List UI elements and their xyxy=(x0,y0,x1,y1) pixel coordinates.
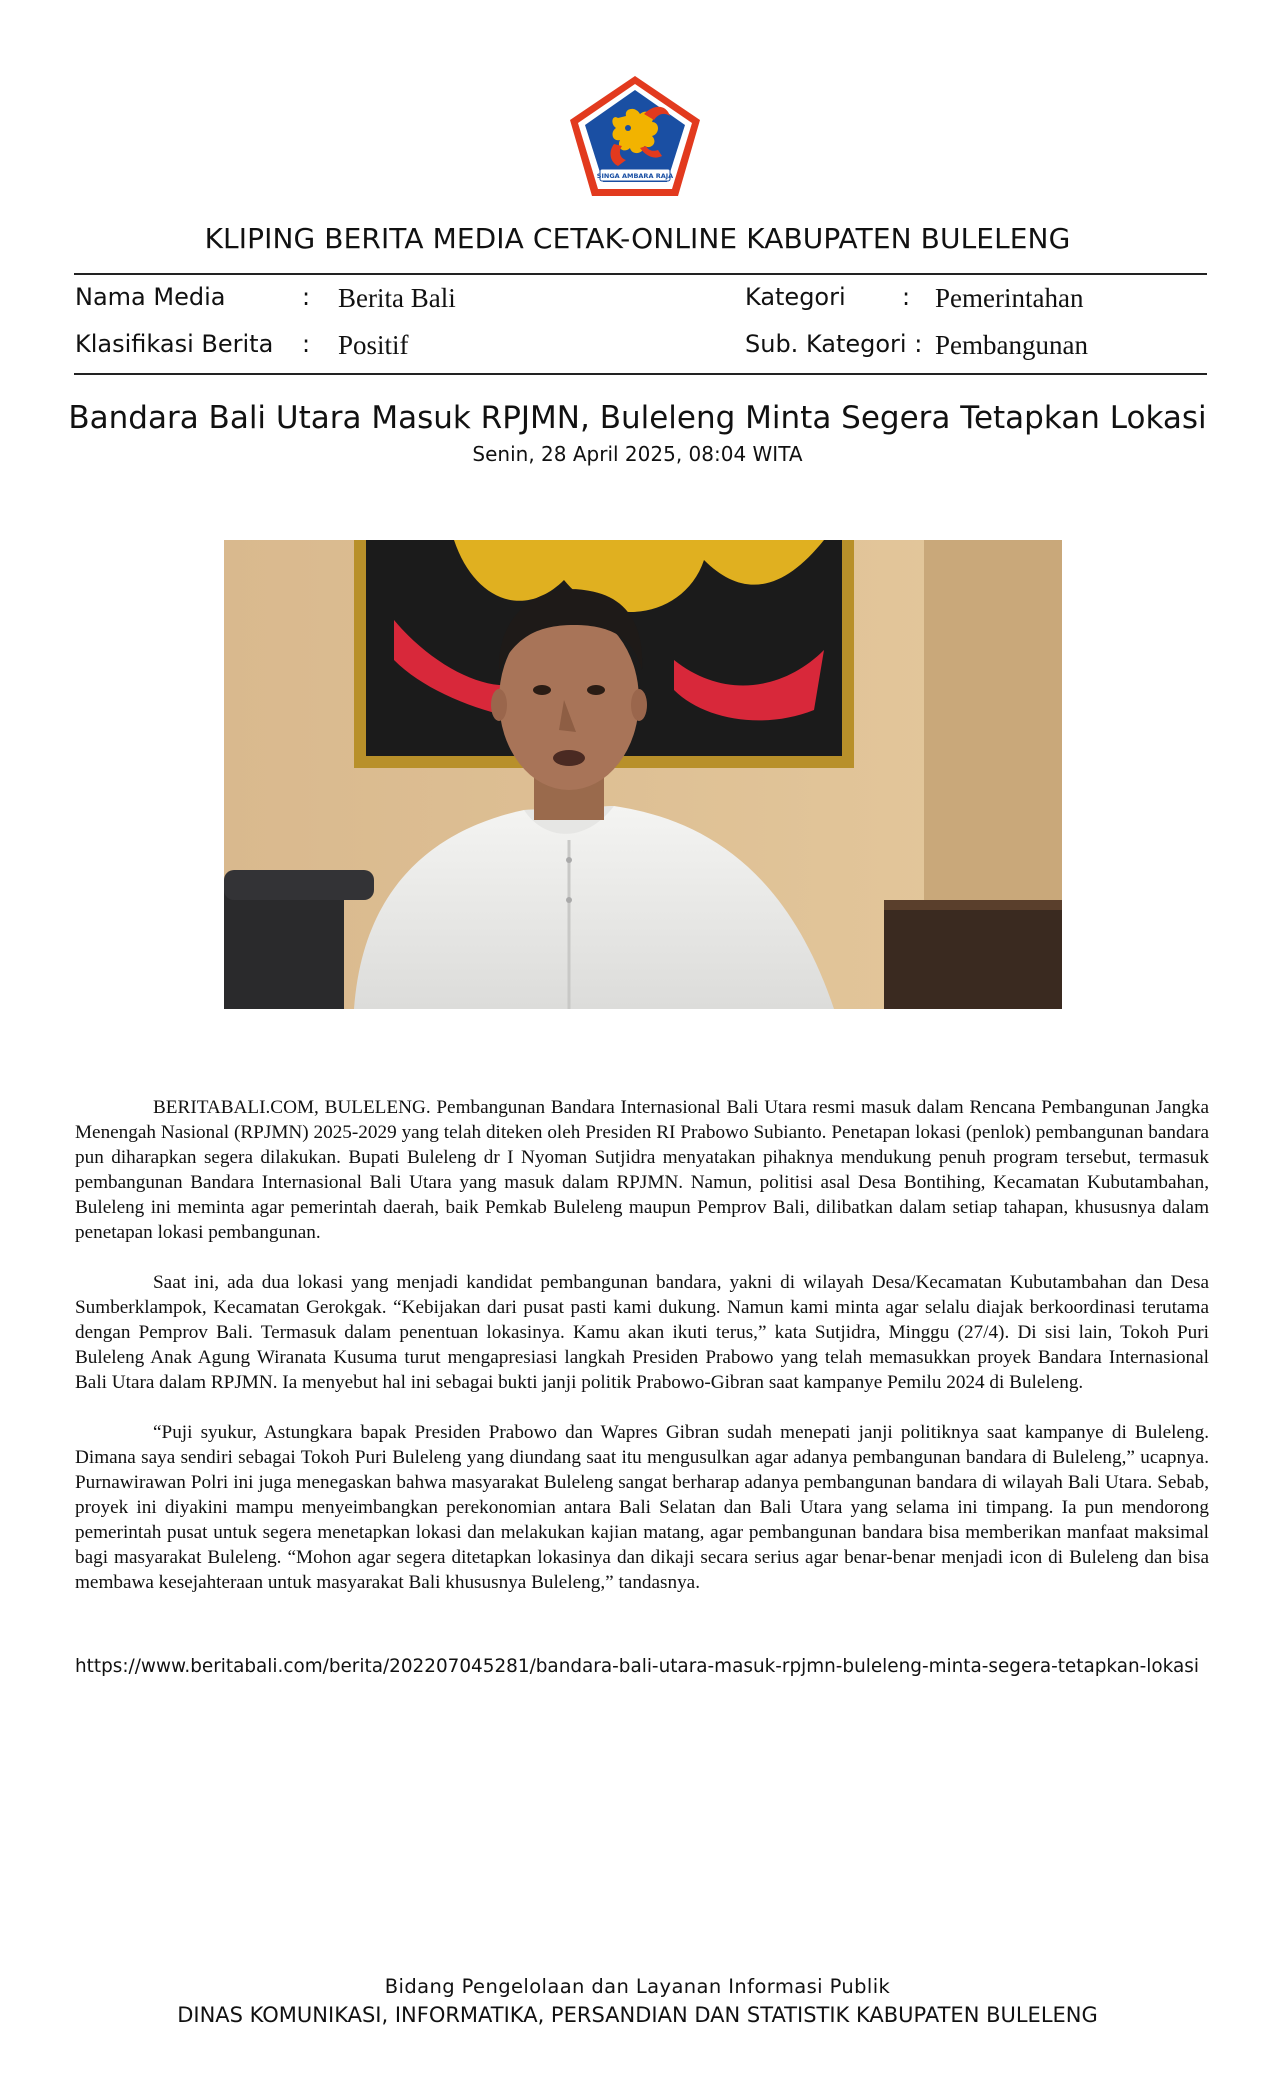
subcategory-value: Pembangunan xyxy=(935,330,1088,360)
media-name-value: Berita Bali xyxy=(338,283,456,313)
header-divider-bottom xyxy=(74,373,1207,375)
singa-ambara-raja-crest-icon xyxy=(566,74,704,200)
classification-label: Klasifikasi Berita xyxy=(75,330,274,358)
media-name-label: Nama Media xyxy=(75,283,226,311)
article-date: Senin, 28 April 2025, 08:04 WITA xyxy=(472,442,803,466)
media-name-colon: : xyxy=(302,283,311,311)
article-paragraph-3: “Puji syukur, Astungkara bapak Presiden Prabowo dan Wapres Gibran sudah menepati janji politiknya saat kampanye di Buleleng. Dimana saya sendiri sebagai Tokoh Puri Buleleng yang diundang saat itu mengusulkan agar adanya pembangunan bandara di Buleleng,” ucapnya. Purnawirawan Polri ini juga menegaskan bahwa masyarakat Buleleng sangat berharap adanya pembangunan bandara di wilayah Bali Utara. Sebab, proyek ini diyakini mampu menyeimbangkan perekonomian antara Bali Selatan dan Bali Utara yang selama ini timpang. Ia pun mendorong pemerintah pusat untuk segera menetapkan lokasi dan melakukan kajian matang, agar pembangunan bandara bisa memberikan manfaat maksimal bagi masyarakat Buleleng. “Mohon agar segera ditetapkan lokasinya dan dikaji secara serius agar benar-benar menjadi icon di Buleleng dan bisa membawa kesejahteraan untuk masyarakat Bali khususnya Buleleng,” tandasnya. xyxy=(75,1422,1209,1593)
news-photo-man-in-white-shirt xyxy=(224,540,1062,1009)
article-paragraph-1: BERITABALI.COM, BULELENG. Pembangunan Bandara Internasional Bali Utara resmi masuk dalam Rencana Pembangunan Jangka Menengah Nasional (RPJMN) 2025-2029 yang telah diteken oleh Presiden RI Prabowo Subianto. Penetapan lokasi (penlok) pembangunan bandara pun diharapkan segera dilakukan. Bupati Buleleng dr I Nyoman Sutjidra menyatakan pihaknya mendukung penuh program tersebut, termasuk pembangunan Bandara Internasional Bali Utara yang masuk dalam RPJMN. Namun, politisi asal Desa Bontihing, Kecamatan Kubutambahan, Buleleng ini meminta agar pemerintah daerah, baik Pemkab Buleleng maupun Pemprov Bali, dilibatkan dalam setiap tahapan, khususnya dalam penetapan lokasi pembangunan. xyxy=(75,1097,1209,1243)
subcategory-label: Sub. Kategori : xyxy=(745,330,923,358)
document-header: KLIPING BERITA MEDIA CETAK-ONLINE KABUPATEN BULELENG xyxy=(204,222,1071,255)
header-divider-top xyxy=(74,273,1207,275)
article-photo xyxy=(224,540,1062,1009)
classification-value: Positif xyxy=(338,330,409,360)
source-url[interactable]: https://www.beritabali.com/berita/202207045281/bandara-bali-utara-masuk-rpjmn-buleleng-minta-segera-tetapkan-lokasi xyxy=(75,1656,1199,1677)
article-title: Bandara Bali Utara Masuk RPJMN, Buleleng Minta Segera Tetapkan Lokasi xyxy=(68,400,1207,436)
footer-division: Bidang Pengelolaan dan Layanan Informasi Publik xyxy=(384,1975,891,1998)
article-paragraph-2: Saat ini, ada dua lokasi yang menjadi kandidat pembangunan bandara, yakni di wilayah Desa/Kecamatan Kubutambahan dan Desa Sumberklampok, Kecamatan Gerokgak. “Kebijakan dari pusat pasti kami dukung. Namun kami minta agar selalu diajak berkoordinasi terutama dengan Pemprov Bali. Termasuk dalam penentuan lokasinya. Kamu akan ikuti terus,” kata Sutjidra, Minggu (27/4). Di sisi lain, Tokoh Puri Buleleng Anak Agung Wiranata Kusuma turut mengapresiasi langkah Presiden Prabowo yang telah memasukkan proyek Bandara Internasional Bali Utara dalam RPJMN. Ia menyebut hal ini sebagai bukti janji politik Prabowo-Gibran saat kampanye Pemilu 2024 di Buleleng. xyxy=(75,1272,1209,1393)
category-colon: : xyxy=(902,283,911,311)
article-body xyxy=(75,1095,1209,1620)
footer-agency: DINAS KOMUNIKASI, INFORMATIKA, PERSANDIAN DAN STATISTIK KABUPATEN BULELENG xyxy=(177,2003,1098,2027)
classification-colon: : xyxy=(302,330,311,358)
regency-logo xyxy=(566,74,704,200)
logo-motto: SINGA AMBARA RAJA xyxy=(596,172,674,180)
category-label: Kategori xyxy=(745,283,846,311)
category-value: Pemerintahan xyxy=(935,283,1084,313)
